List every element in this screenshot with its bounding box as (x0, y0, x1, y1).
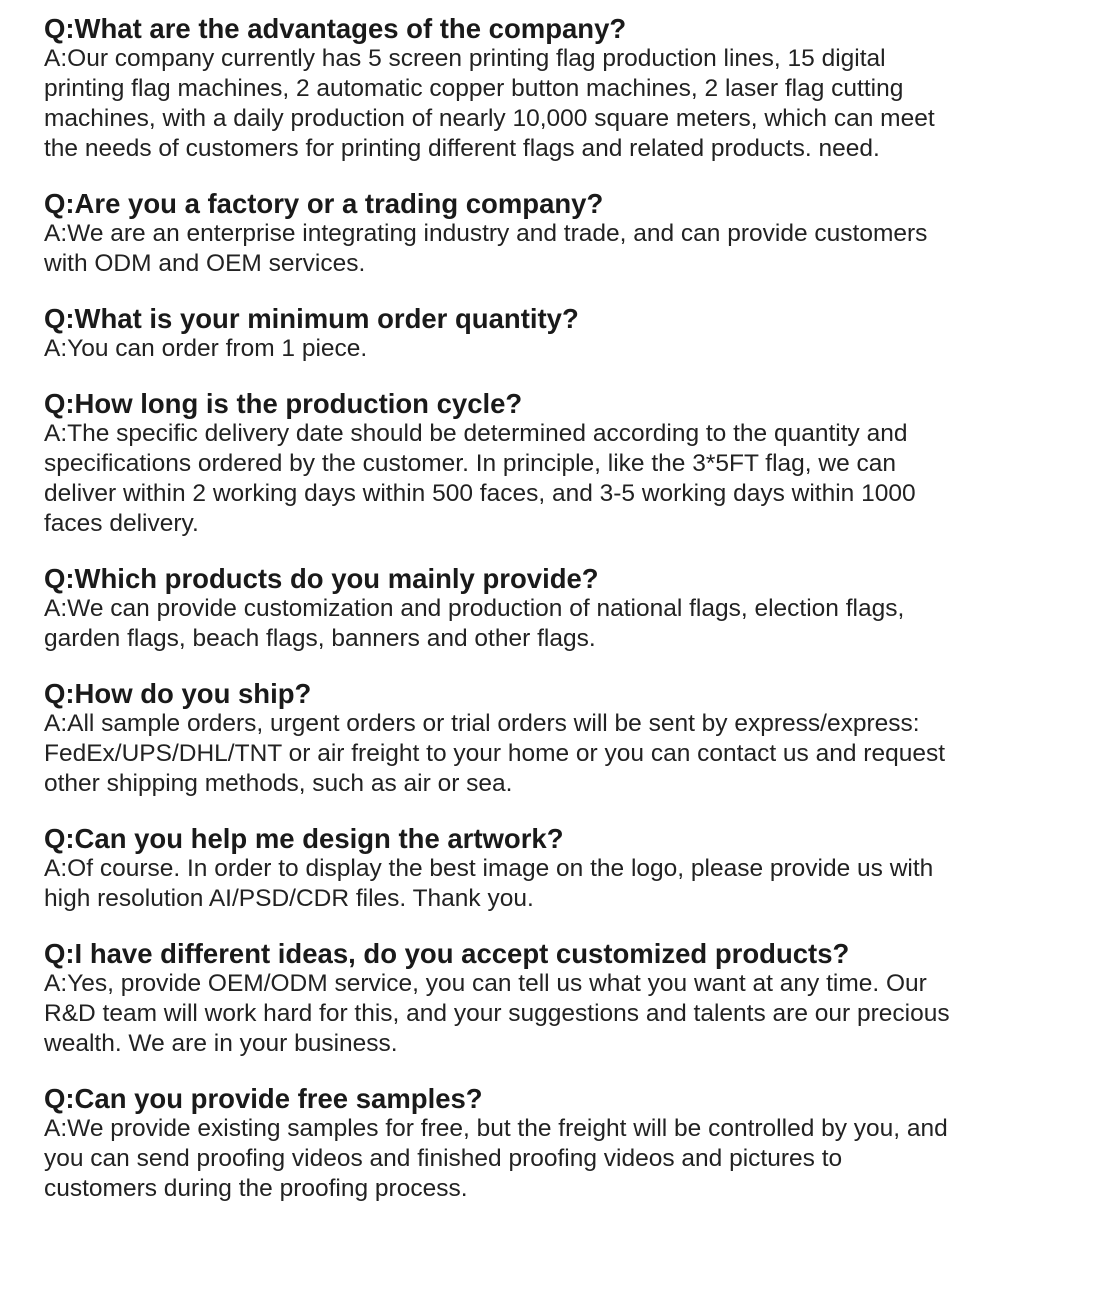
faq-item-customized-products (44, 939, 1064, 1059)
faq-question: Q:What are the advantages of the company? (44, 13, 627, 44)
faq-item-advantages (44, 14, 1064, 164)
faq-question: Q:Which products do you mainly provide? (44, 563, 599, 594)
faq-question: Q:I have different ideas, do you accept customized products? (44, 938, 850, 969)
faq-answer: A:We can provide customization and production of national flags, election flags, garden flags, beach flags, banners and other flags. (44, 595, 905, 652)
faq-item-free-samples (44, 1084, 1064, 1204)
faq-answer: A:Yes, provide OEM/ODM service, you can tell us what you want at any time. Our R&D team will work hard for this, and your suggestions and talents are our precious wealth. We are in your business. (44, 970, 950, 1057)
faq-item-products (44, 564, 1064, 654)
faq-list (44, 14, 1064, 1229)
faq-question: Q:How long is the production cycle? (44, 388, 523, 419)
faq-item-artwork (44, 824, 1064, 914)
faq-question: Q:What is your minimum order quantity? (44, 303, 579, 334)
faq-answer: A:Of course. In order to display the best image on the logo, please provide us with high resolution AI/PSD/CDR files. Thank you. (44, 855, 934, 912)
faq-question: Q:Can you help me design the artwork? (44, 823, 564, 854)
faq-question: Q:How do you ship? (44, 678, 312, 709)
faq-answer: A:We are an enterprise integrating industry and trade, and can provide customers with ODM and OEM services. (44, 220, 928, 277)
faq-answer: A:All sample orders, urgent orders or trial orders will be sent by express/express: FedEx/UPS/DHL/TNT or air freight to your home or you can contact us and request other shipping methods, such as air or sea. (44, 710, 946, 797)
faq-item-minimum-order (44, 304, 1064, 364)
faq-answer: A:We provide existing samples for free, but the freight will be controlled by you, and you can send proofing videos and finished proofing videos and pictures to customers during the proofing process. (44, 1115, 948, 1202)
faq-question: Q:Are you a factory or a trading company? (44, 188, 604, 219)
faq-item-shipping (44, 679, 1064, 799)
faq-answer: A:Our company currently has 5 screen printing flag production lines, 15 digital printing flag machines, 2 automatic copper button machines, 2 laser flag cutting machines, with a daily production of nearly 10,000 square meters, which can meet the needs of customers for printing different flags and related products. need. (44, 45, 935, 162)
faq-item-production-cycle (44, 389, 1064, 539)
faq-question: Q:Can you provide free samples? (44, 1083, 483, 1114)
faq-answer: A:The specific delivery date should be determined according to the quantity and specifications ordered by the customer. In principle, like the 3*5FT flag, we can deliver within 2 working days within 500 faces, and 3-5 working days within 1000 faces delivery. (44, 420, 916, 537)
faq-item-factory-or-trading (44, 189, 1064, 279)
faq-answer: A:You can order from 1 piece. (44, 335, 368, 362)
